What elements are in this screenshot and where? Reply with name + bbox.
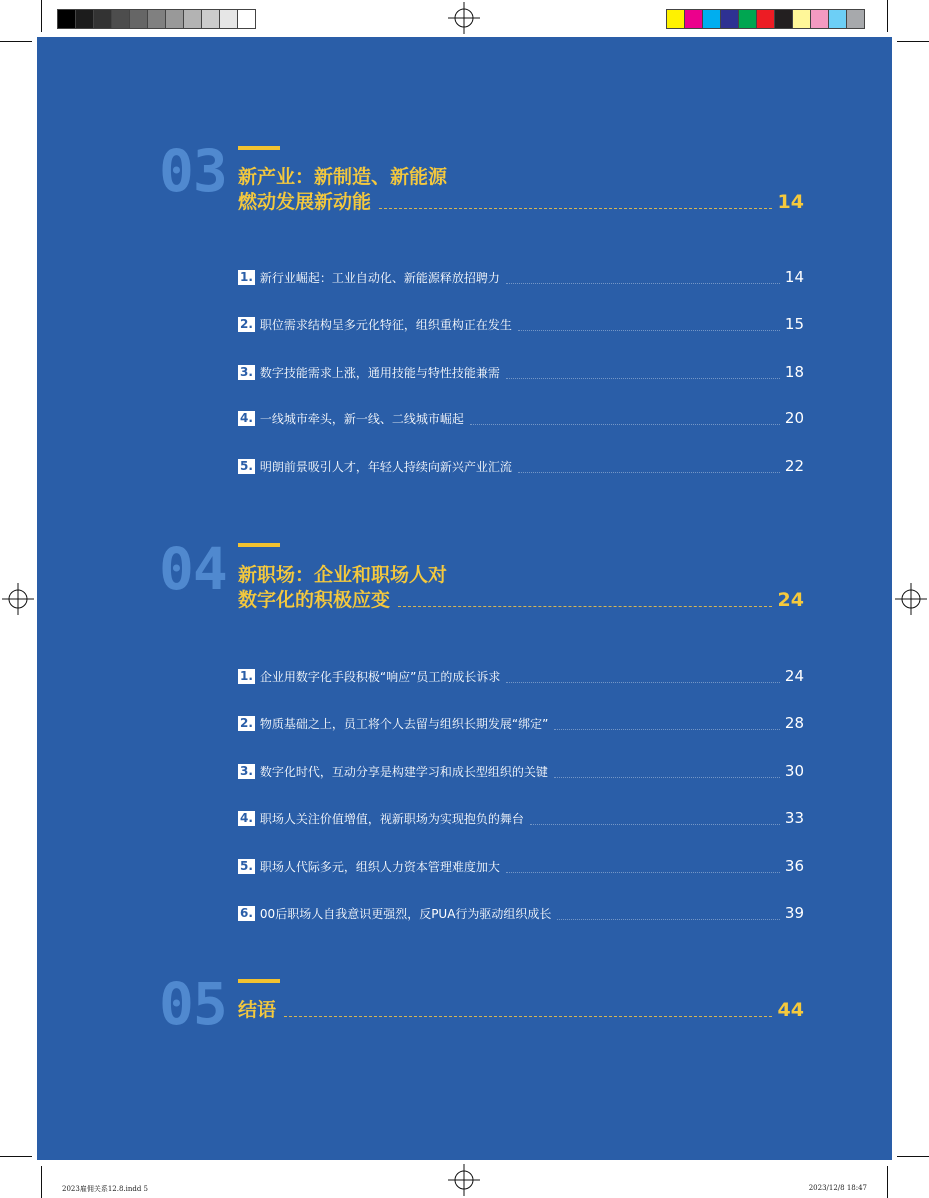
section-title-line2: 数字化的积极应变: [238, 589, 391, 611]
color-swatch: [829, 10, 847, 28]
registration-mark-right: [895, 583, 927, 615]
color-swatch: [667, 10, 685, 28]
entry-number-badge: 4.: [240, 410, 253, 425]
dash-leader: [284, 1016, 772, 1017]
entry-title: 物质基础之上，员工将个人去留与组织长期发展“绑定”: [259, 716, 549, 731]
entry-page-number: 24: [784, 667, 804, 685]
entry-page-number: 36: [784, 857, 804, 875]
toc-entry[interactable]: [238, 266, 804, 288]
process-color-bar: [666, 9, 865, 29]
toc-entry[interactable]: [238, 407, 804, 429]
toc-entry[interactable]: [238, 455, 804, 477]
entry-title: 职位需求结构呈多元化特征，组织重构正在发生: [259, 317, 512, 332]
entry-page-number: 30: [784, 762, 804, 780]
dot-leader: [506, 283, 780, 284]
entry-title: 职场人代际多元，组织人力资本管理难度加大: [259, 859, 500, 874]
dash-leader: [398, 606, 772, 607]
dot-leader: [557, 919, 780, 920]
gray-swatch: [130, 10, 148, 28]
entry-page-number: 33: [784, 809, 804, 827]
color-swatch: [703, 10, 721, 28]
entry-number-badge: 1.: [240, 269, 253, 284]
entry-number-badge: 6.: [240, 905, 253, 920]
dot-leader: [530, 824, 780, 825]
toc-entry[interactable]: [238, 902, 804, 924]
section-title-line2: 燃动发展新动能: [238, 191, 372, 213]
color-swatch: [739, 10, 757, 28]
entry-number-badge: 3.: [240, 763, 253, 778]
section-accent-bar: [238, 146, 280, 150]
entry-number-badge: 2.: [240, 715, 253, 730]
gray-swatch: [202, 10, 220, 28]
section-page-number: 24: [777, 589, 804, 611]
entry-title: 数字化时代，互动分享是构建学习和成长型组织的关键: [259, 764, 548, 779]
toc-entry[interactable]: [238, 712, 804, 734]
entry-number-badge: 3.: [240, 364, 253, 379]
section-title-row[interactable]: [238, 997, 804, 1023]
entry-number-badge: 4.: [240, 810, 253, 825]
entry-title: 明朗前景吸引人才，年轻人持续向新兴产业汇流: [259, 459, 512, 474]
entry-title: 数字技能需求上涨，通用技能与特性技能兼需: [259, 365, 500, 380]
color-swatch: [793, 10, 811, 28]
color-swatch: [811, 10, 829, 28]
section-title-line1: 新职场：企业和职场人对: [238, 564, 448, 586]
slug-filename: 2023雇佣关系12.8.indd 5: [62, 1185, 149, 1193]
section-number: 04: [159, 535, 227, 603]
section-page-number: 14: [777, 191, 804, 213]
toc-entry[interactable]: [238, 855, 804, 877]
gray-swatch: [112, 10, 130, 28]
toc-page: [37, 37, 892, 1160]
toc-entry[interactable]: [238, 665, 804, 687]
entry-page-number: 22: [784, 457, 804, 475]
entry-page-number: 20: [784, 409, 804, 427]
dash-leader: [379, 208, 772, 209]
entry-title: 新行业崛起：工业自动化、新能源释放招聘力: [259, 270, 500, 285]
registration-mark-bottom: [448, 1164, 480, 1196]
entry-title: 00后职场人自我意识更强烈，反PUA行为驱动组织成长: [259, 906, 552, 921]
section-accent-bar: [238, 543, 280, 547]
dot-leader: [518, 472, 780, 473]
registration-mark-left: [2, 583, 34, 615]
section-title-row[interactable]: [238, 587, 804, 613]
entry-number-badge: 1.: [240, 668, 253, 683]
section-title: 结语: [238, 999, 277, 1021]
dot-leader: [506, 682, 780, 683]
gray-swatch: [184, 10, 202, 28]
gray-swatch: [58, 10, 76, 28]
color-swatch: [721, 10, 739, 28]
section-page-number: 44: [777, 999, 804, 1021]
toc-entry[interactable]: [238, 760, 804, 782]
grayscale-color-bar: [57, 9, 256, 29]
gray-swatch: [220, 10, 238, 28]
slug-timestamp: 2023/12/8 18:47: [808, 1184, 867, 1192]
toc-entry[interactable]: [238, 807, 804, 829]
entry-page-number: 18: [784, 363, 804, 381]
dot-leader: [506, 378, 780, 379]
color-swatch: [775, 10, 793, 28]
entry-page-number: 39: [784, 904, 804, 922]
entry-page-number: 14: [784, 268, 804, 286]
section-title-line1: 新产业：新制造、新能源: [238, 166, 448, 188]
dot-leader: [554, 729, 780, 730]
gray-swatch: [166, 10, 184, 28]
color-swatch: [847, 10, 864, 28]
gray-swatch: [148, 10, 166, 28]
entry-title: 企业用数字化手段积极“响应”员工的成长诉求: [259, 669, 501, 684]
section-number: 03: [159, 137, 227, 205]
entry-title: 一线城市牵头，新一线、二线城市崛起: [259, 411, 464, 426]
entry-page-number: 28: [784, 714, 804, 732]
toc-entry[interactable]: [238, 313, 804, 335]
section-accent-bar: [238, 979, 280, 983]
color-swatch: [757, 10, 775, 28]
gray-swatch: [76, 10, 94, 28]
color-swatch: [685, 10, 703, 28]
entry-page-number: 15: [784, 315, 804, 333]
dot-leader: [470, 424, 780, 425]
toc-entry[interactable]: [238, 361, 804, 383]
dot-leader: [518, 330, 780, 331]
gray-swatch: [94, 10, 112, 28]
dot-leader: [554, 777, 780, 778]
section-title-row[interactable]: [238, 189, 804, 215]
section-number: 05: [159, 970, 227, 1038]
dot-leader: [506, 872, 780, 873]
gray-swatch: [238, 10, 255, 28]
entry-title: 职场人关注价值增值，视新职场为实现抱负的舞台: [259, 811, 524, 826]
entry-number-badge: 2.: [240, 316, 253, 331]
registration-mark-top: [448, 2, 480, 34]
entry-number-badge: 5.: [240, 858, 253, 873]
entry-number-badge: 5.: [240, 458, 253, 473]
